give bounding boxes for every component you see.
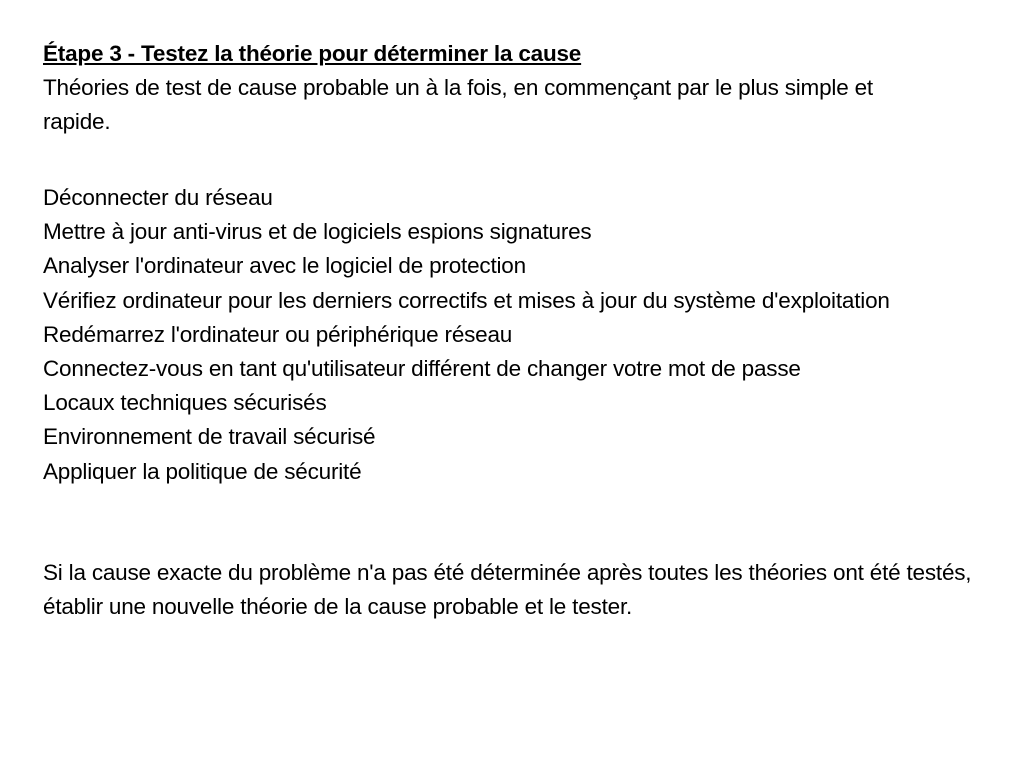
list-item: Locaux techniques sécurisés: [43, 390, 327, 416]
slide-title: Étape 3 - Testez la théorie pour déterminer la cause: [43, 41, 582, 66]
list-item: Déconnecter du réseau: [43, 185, 273, 210]
list-item: Connectez-vous en tant qu'utilisateur différent de changer votre mot de passe: [43, 356, 801, 382]
conclusion-text: Si la cause exacte du problème n'a pas été déterminée après toutes les théories ont été testés, établir une nouvelle théorie de la cause probable et le tester.: [43, 560, 972, 620]
conclusion-section: [43, 556, 1003, 624]
list-item: Redémarrez l'ordinateur ou périphérique réseau: [43, 321, 513, 347]
list-item: Analyser l'ordinateur avec le logiciel de protection: [43, 253, 526, 279]
list-item: Environnement de travail sécurisé: [43, 424, 376, 450]
list-item: Vérifiez ordinateur pour les derniers correctifs et mises à jour du système d'exploitation: [43, 287, 890, 313]
header-section: [43, 37, 1003, 140]
list-item: Appliquer la politique de sécurité: [43, 458, 362, 484]
steps-list: [43, 181, 1003, 489]
list-item: Mettre à jour anti-virus et de logiciels espions signatures: [43, 219, 592, 245]
intro-text: Théories de test de cause probable un à la fois, en commençant par le plus simple et rapide.: [43, 75, 873, 135]
